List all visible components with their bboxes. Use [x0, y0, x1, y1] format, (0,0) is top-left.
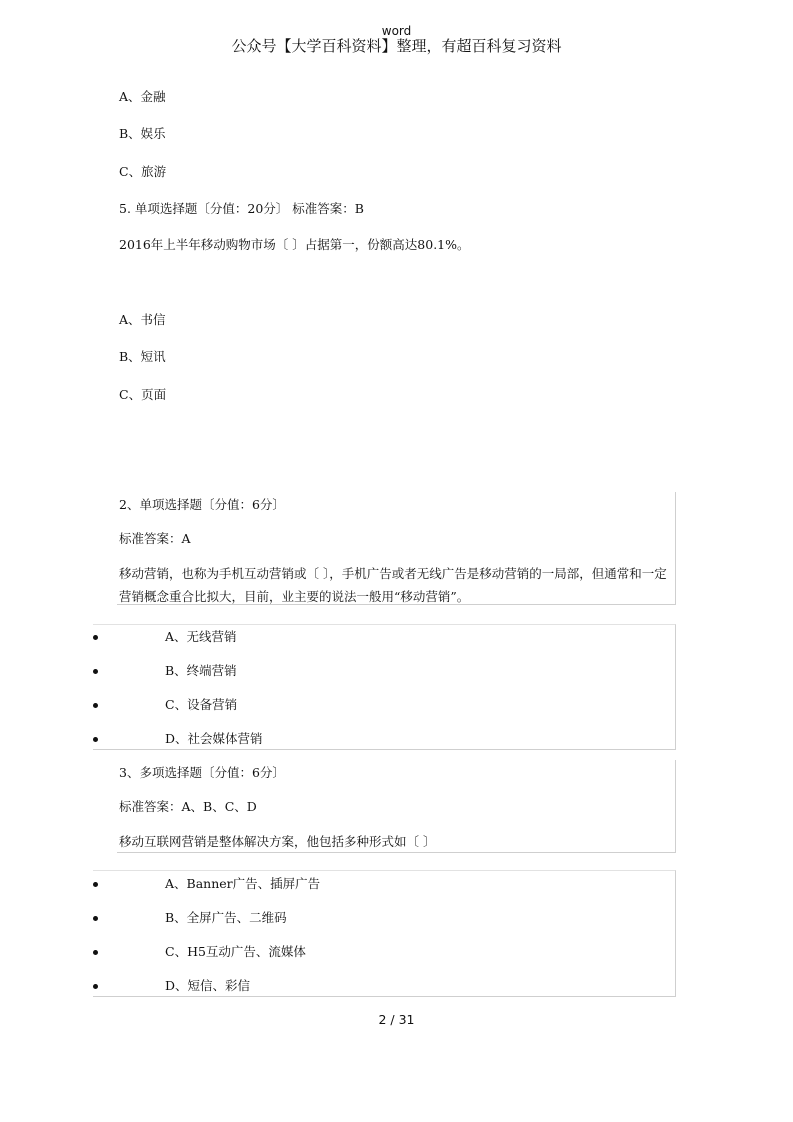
list-item — [93, 976, 673, 996]
page-header-title: 公众号【大学百科资料】整理，有超百科复习资料 — [231, 37, 562, 55]
option-entertainment: B、娱乐 — [119, 126, 166, 141]
option-finance: A、金融 — [119, 89, 166, 104]
question-2-title: 2、单项选择题〔分值：6分〕 — [119, 497, 285, 512]
option-label: C、设备营销 — [165, 697, 238, 712]
question-2-options — [93, 624, 676, 750]
bullet-icon — [93, 737, 98, 742]
list-item — [93, 627, 673, 647]
option-label: A、Banner广告、插屏广告 — [165, 876, 321, 891]
option-label: B、全屏广告、二维码 — [165, 910, 287, 925]
page-indicator: 2 / 31 — [378, 1012, 415, 1027]
list-item — [93, 908, 673, 928]
question-3-stem: 移动互联网营销是整体解决方案，他包括多种形式如〔 〕 — [119, 834, 436, 849]
bullet-icon — [93, 703, 98, 708]
word-label: word — [381, 24, 412, 38]
option-label: A、无线营销 — [165, 629, 237, 644]
option-label: C、H5互动广告、流媒体 — [165, 944, 306, 959]
list-item — [93, 695, 673, 715]
list-item — [93, 874, 673, 894]
option-label: D、短信、彩信 — [165, 978, 251, 993]
question-5-stem: 2016年上半年移动购物市场〔 〕占据第一，份额高达80.1%。 — [119, 237, 470, 252]
option-label: B、终端营销 — [165, 663, 237, 678]
list-item — [93, 661, 673, 681]
option-sms: B、短讯 — [119, 349, 166, 364]
question-2-box — [117, 492, 676, 605]
bullet-icon — [93, 950, 98, 955]
question-3-box — [117, 760, 676, 853]
option-letter: A、书信 — [119, 312, 166, 327]
list-item — [93, 942, 673, 962]
list-item — [93, 729, 673, 749]
question-3-title: 3、多项选择题〔分值：6分〕 — [119, 765, 285, 780]
question-3-options — [93, 870, 676, 997]
option-label: D、社会媒体营销 — [165, 731, 263, 746]
option-travel: C、旅游 — [119, 164, 167, 179]
bullet-icon — [93, 916, 98, 921]
question-3-answer: 标准答案：A、B、C、D — [119, 799, 257, 814]
question-2-stem: 移动营销，也称为手机互动营销或〔 〕，手机广告或者无线广告是移动营销的一局部，但通常和一定营销概念重合比拟大，目前，业主要的说法一般用“移动营销”。 — [119, 566, 667, 604]
bullet-icon — [93, 882, 98, 887]
question-5-title: 5. 单项选择题〔分值：20分〕 标准答案：B — [119, 201, 364, 216]
bullet-icon — [93, 984, 98, 989]
question-2-answer: 标准答案：A — [119, 531, 191, 546]
bullet-icon — [93, 635, 98, 640]
option-page: C、页面 — [119, 387, 167, 402]
bullet-icon — [93, 669, 98, 674]
